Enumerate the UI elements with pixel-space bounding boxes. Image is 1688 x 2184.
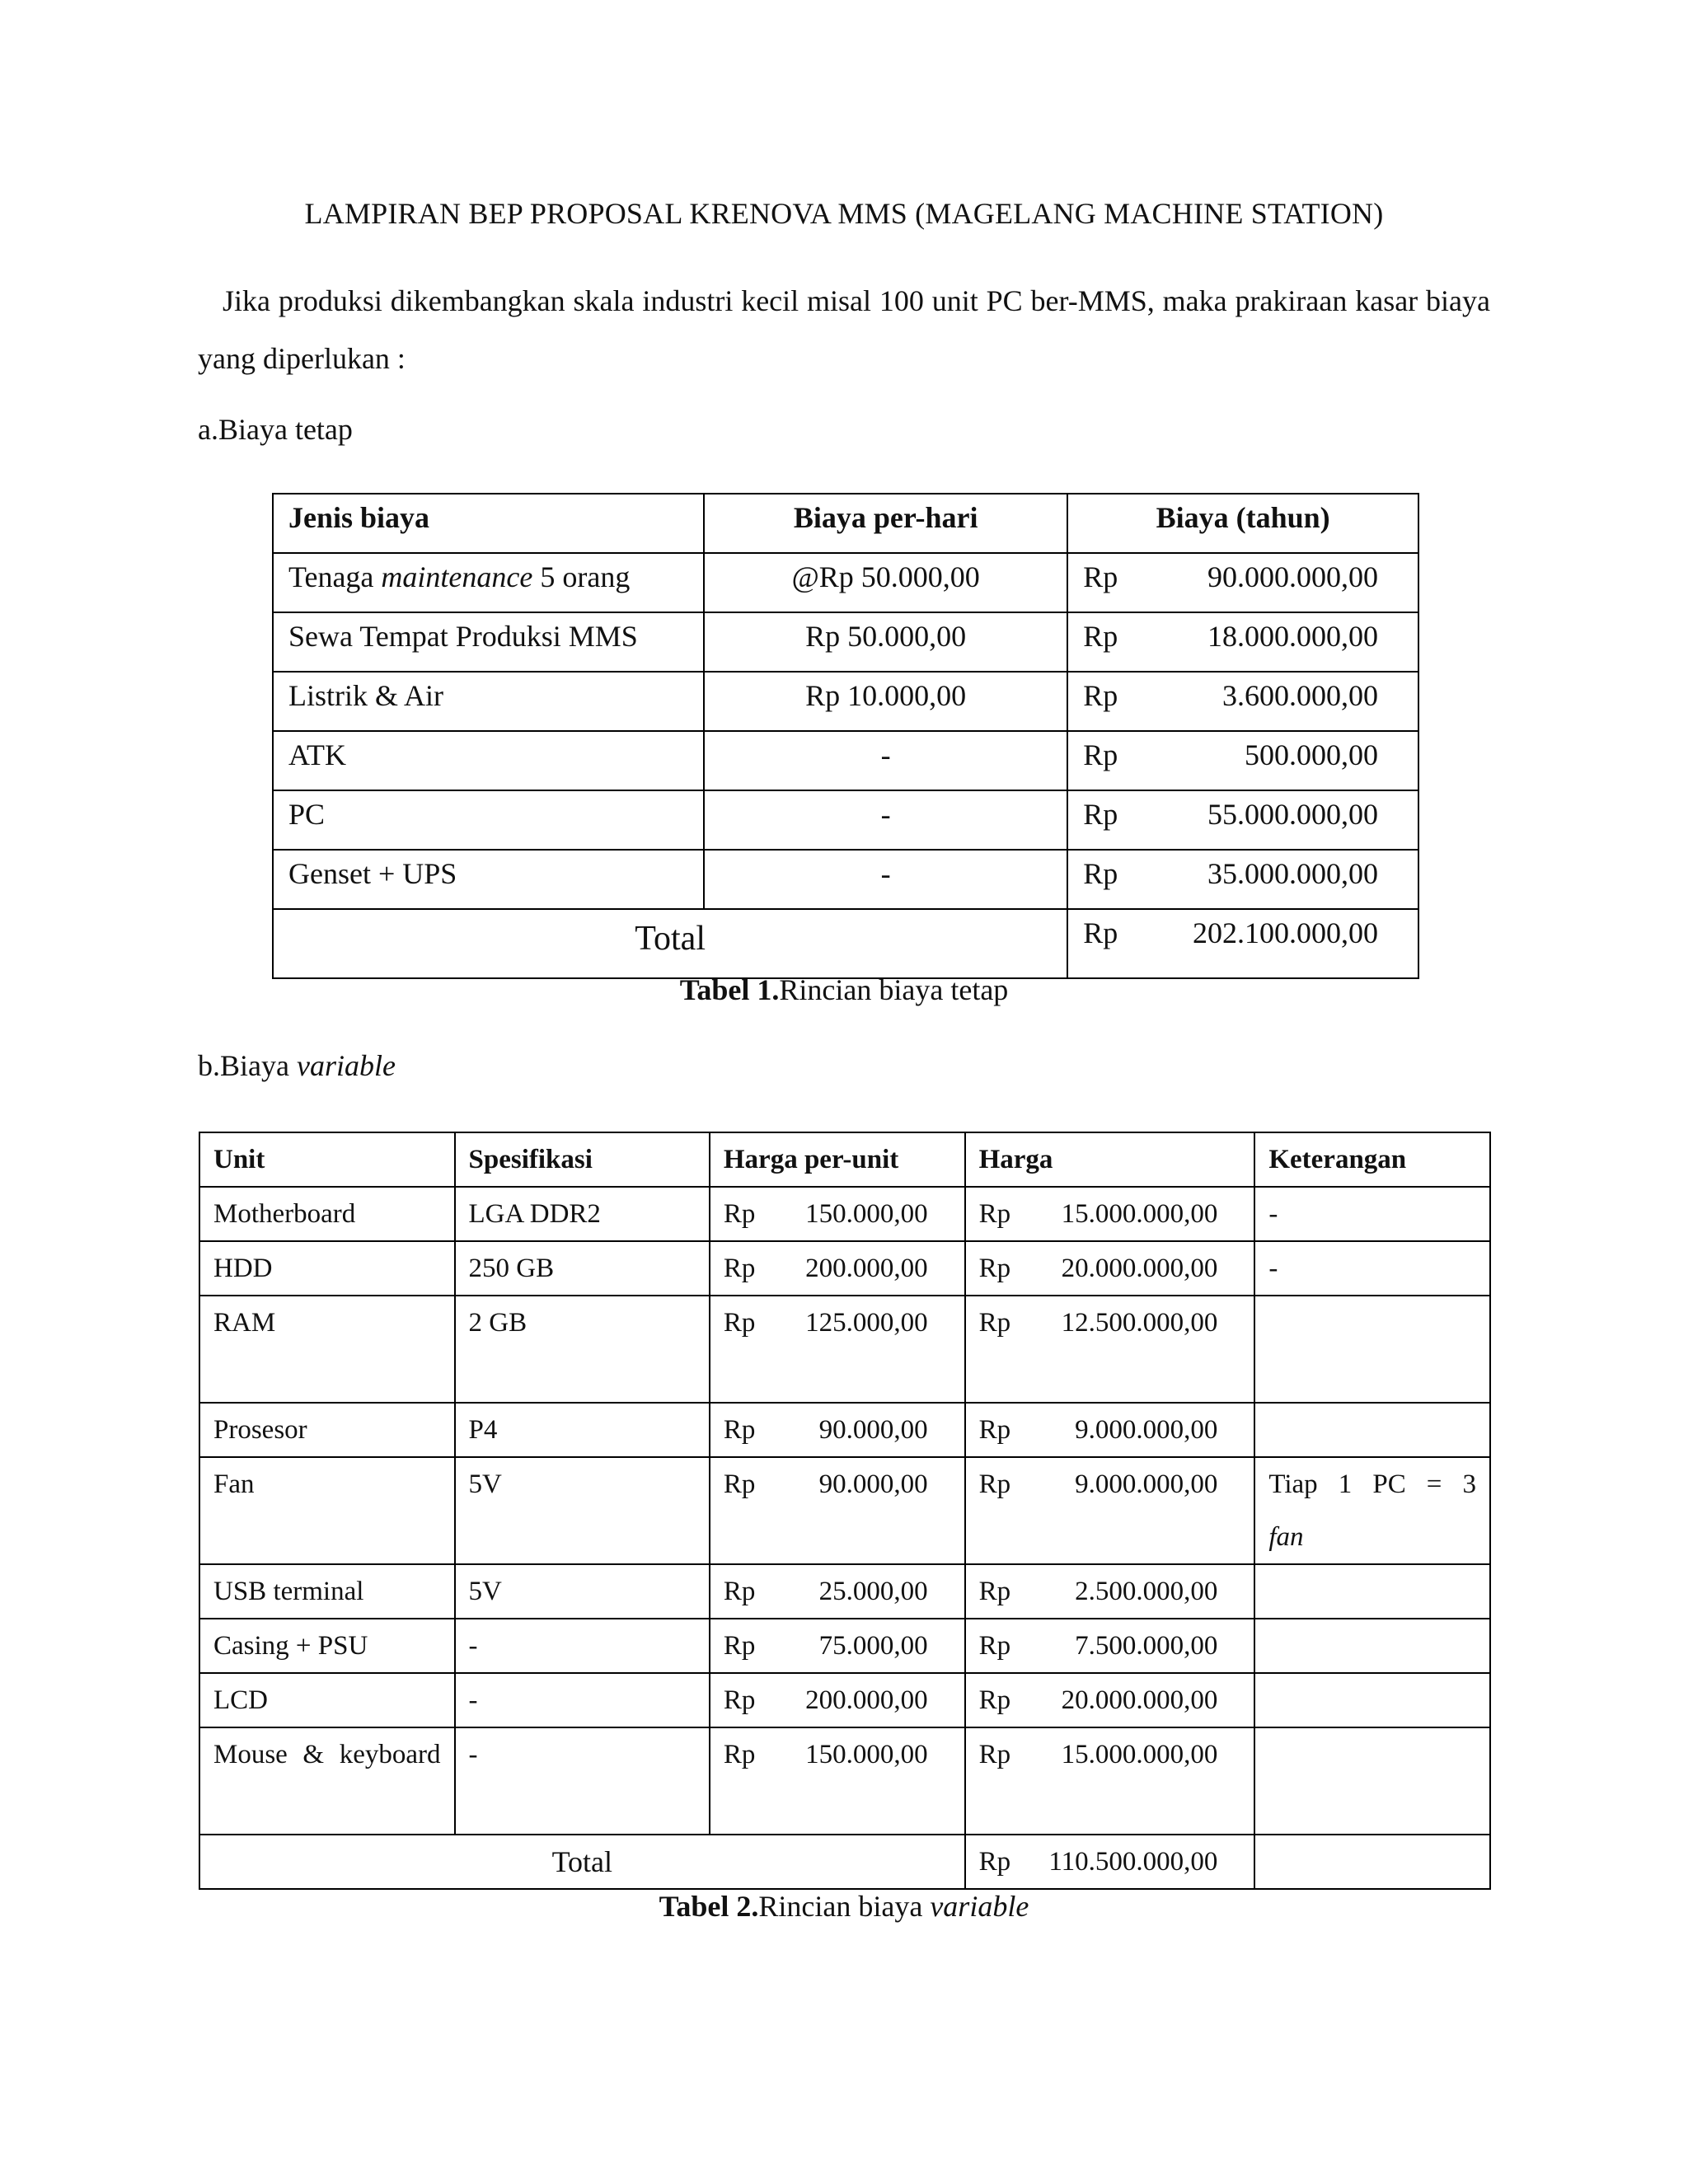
price-cell — [965, 1296, 1255, 1403]
price-value: 15.000.000,00 — [1061, 1199, 1218, 1229]
table-row — [199, 1187, 1490, 1241]
spec-cell: 250 GB — [455, 1241, 710, 1296]
unit-price-value: 150.000,00 — [805, 1199, 928, 1229]
unit-price-value: 90.000,00 — [818, 1469, 928, 1499]
table-header-row — [273, 494, 1418, 553]
spec-cell: 5V — [455, 1457, 710, 1564]
cost-type-text: Genset + UPS — [288, 857, 457, 890]
total-note-cell — [1254, 1835, 1490, 1889]
spec-cell: - — [455, 1673, 710, 1727]
currency-label: Rp — [978, 1308, 1011, 1338]
cost-type-cell — [273, 553, 704, 612]
currency-label: Rp — [978, 1847, 1011, 1877]
currency-label: Rp — [978, 1199, 1011, 1229]
currency-label: Rp — [723, 1308, 756, 1338]
section-b-text: b.Biaya — [198, 1049, 297, 1082]
table-row — [199, 1564, 1490, 1619]
daily-cost-cell: Rp 50.000,00 — [704, 612, 1067, 672]
currency-label: Rp — [1083, 738, 1118, 771]
unit-price-value: 75.000,00 — [818, 1631, 928, 1661]
note-cell — [1254, 1619, 1490, 1673]
price-cell — [965, 1673, 1255, 1727]
unit-price-value: 150.000,00 — [805, 1740, 928, 1769]
price-value: 2.500.000,00 — [1075, 1577, 1218, 1606]
unit-cell: USB terminal — [199, 1564, 455, 1619]
currency-label: Rp — [1083, 620, 1118, 653]
daily-cost-cell: Rp 10.000,00 — [704, 672, 1067, 731]
note-italic: fan — [1268, 1522, 1304, 1552]
variable-cost-table — [199, 1132, 1491, 1890]
header-note: Keterangan — [1254, 1132, 1490, 1187]
price-cell — [965, 1619, 1255, 1673]
cost-type-cell — [273, 612, 704, 672]
table-row — [199, 1727, 1490, 1835]
spec-cell: 5V — [455, 1564, 710, 1619]
currency-label: Rp — [723, 1199, 756, 1229]
daily-cost-cell: @Rp 50.000,00 — [704, 553, 1067, 612]
cost-type-text: ATK — [288, 738, 346, 771]
header-spec: Spesifikasi — [455, 1132, 710, 1187]
header-unit-price: Harga per-unit — [710, 1132, 965, 1187]
table-total-row — [273, 909, 1418, 978]
yearly-cost-cell — [1067, 731, 1418, 790]
note-text: - — [1268, 1199, 1278, 1229]
table-row — [273, 553, 1418, 612]
note-cell — [1254, 1564, 1490, 1619]
currency-label: Rp — [978, 1415, 1011, 1445]
price-value: 20.000.000,00 — [1061, 1254, 1218, 1283]
unit-price-value: 90.000,00 — [818, 1415, 928, 1445]
price-cell — [965, 1241, 1255, 1296]
header-price: Harga — [965, 1132, 1255, 1187]
header-unit: Unit — [199, 1132, 455, 1187]
unit-price-cell — [710, 1403, 965, 1457]
cost-type-cell — [273, 850, 704, 909]
caption-text: Rincian biaya — [758, 1890, 931, 1923]
table2-caption — [0, 1889, 1688, 1924]
currency-label: Rp — [1083, 560, 1118, 593]
table-header-row — [199, 1132, 1490, 1187]
currency-label: Rp — [978, 1631, 1011, 1661]
intro-paragraph: Jika produksi dikembangkan skala industri kecil misal 100 unit PC ber-MMS, maka prakiraan kasar biaya yang diperlukan : — [198, 284, 1490, 375]
cost-type-text: Tenaga — [288, 560, 382, 593]
daily-cost-cell: - — [704, 790, 1067, 850]
price-value: 12.500.000,00 — [1061, 1308, 1218, 1338]
unit-price-cell — [710, 1457, 965, 1564]
table-row — [273, 850, 1418, 909]
fixed-cost-table — [272, 493, 1419, 979]
note-cell — [1254, 1187, 1490, 1241]
note-cell — [1254, 1241, 1490, 1296]
currency-label: Rp — [723, 1631, 756, 1661]
note-cell — [1254, 1296, 1490, 1403]
total-value-cell — [965, 1835, 1255, 1889]
note-cell — [1254, 1457, 1490, 1564]
caption-text: Rincian biaya tetap — [779, 973, 1009, 1006]
cost-type-text: Sewa Tempat Produksi MMS — [288, 620, 638, 653]
daily-cost-cell: - — [704, 850, 1067, 909]
unit-cell: RAM — [199, 1296, 455, 1403]
cost-type-text: Listrik & Air — [288, 679, 443, 712]
yearly-cost-value: 90.000.000,00 — [1207, 560, 1378, 593]
table-total-row — [199, 1835, 1490, 1889]
cost-type-text: PC — [288, 798, 326, 831]
price-value: 7.500.000,00 — [1075, 1631, 1218, 1661]
unit-cell: Motherboard — [199, 1187, 455, 1241]
yearly-cost-value: 500.000,00 — [1245, 738, 1378, 771]
price-value: 9.000.000,00 — [1075, 1469, 1218, 1499]
table-row — [273, 612, 1418, 672]
price-value: 9.000.000,00 — [1075, 1415, 1218, 1445]
cost-type-cell — [273, 672, 704, 731]
yearly-cost-cell — [1067, 672, 1418, 731]
table-row — [199, 1403, 1490, 1457]
currency-label: Rp — [723, 1685, 756, 1715]
total-value-cell — [1067, 909, 1418, 978]
total-value: 202.100.000,00 — [1193, 916, 1378, 949]
unit-cell: LCD — [199, 1673, 455, 1727]
section-a-heading: a.Biaya tetap — [198, 413, 353, 446]
currency-label: Rp — [723, 1740, 756, 1769]
currency-label: Rp — [723, 1254, 756, 1283]
unit-price-cell — [710, 1564, 965, 1619]
unit-price-cell — [710, 1673, 965, 1727]
yearly-cost-cell — [1067, 553, 1418, 612]
header-yearly-cost: Biaya (tahun) — [1067, 494, 1418, 553]
yearly-cost-cell — [1067, 790, 1418, 850]
currency-label: Rp — [723, 1415, 756, 1445]
unit-price-cell — [710, 1241, 965, 1296]
total-value: 110.500.000,00 — [1048, 1847, 1218, 1877]
spec-cell: - — [455, 1619, 710, 1673]
header-daily-cost: Biaya per-hari — [704, 494, 1067, 553]
unit-cell: Casing + PSU — [199, 1619, 455, 1673]
currency-label: Rp — [723, 1577, 756, 1606]
yearly-cost-cell — [1067, 850, 1418, 909]
document-title: LAMPIRAN BEP PROPOSAL KRENOVA MMS (MAGELANG MACHINE STATION) — [304, 197, 1384, 230]
unit-price-value: 125.000,00 — [805, 1308, 928, 1338]
price-cell — [965, 1403, 1255, 1457]
cost-type-cell — [273, 731, 704, 790]
yearly-cost-value: 18.000.000,00 — [1207, 620, 1378, 653]
table-row — [199, 1619, 1490, 1673]
note-cell — [1254, 1727, 1490, 1835]
unit-text: Mouse & keyboard — [213, 1740, 441, 1769]
currency-label: Rp — [1083, 798, 1118, 831]
currency-label: Rp — [1083, 679, 1118, 712]
unit-price-cell — [710, 1619, 965, 1673]
table-row — [273, 731, 1418, 790]
spec-cell: 2 GB — [455, 1296, 710, 1403]
table-row — [199, 1673, 1490, 1727]
price-cell — [965, 1187, 1255, 1241]
unit-price-value: 200.000,00 — [805, 1685, 928, 1715]
note-cell — [1254, 1673, 1490, 1727]
table-row — [199, 1296, 1490, 1403]
price-cell — [965, 1564, 1255, 1619]
header-cost-type: Jenis biaya — [273, 494, 704, 553]
table-row — [273, 790, 1418, 850]
cost-type-cell — [273, 790, 704, 850]
table1-caption — [0, 972, 1688, 1007]
yearly-cost-value: 55.000.000,00 — [1207, 798, 1378, 831]
currency-label: Rp — [978, 1685, 1011, 1715]
unit-price-cell — [710, 1727, 965, 1835]
currency-label: Rp — [978, 1254, 1011, 1283]
table-row — [199, 1457, 1490, 1564]
note-text: Tiap 1 PC = 3 — [1268, 1469, 1476, 1499]
unit-price-cell — [710, 1296, 965, 1403]
price-cell — [965, 1727, 1255, 1835]
spec-cell: P4 — [455, 1403, 710, 1457]
cost-type-suffix: 5 orang — [532, 560, 631, 593]
spec-cell: - — [455, 1727, 710, 1835]
unit-cell: Fan — [199, 1457, 455, 1564]
caption-italic: variable — [930, 1890, 1029, 1923]
unit-cell: Prosesor — [199, 1403, 455, 1457]
currency-label: Rp — [978, 1469, 1011, 1499]
note-cell — [1254, 1403, 1490, 1457]
currency-label: Rp — [978, 1577, 1011, 1606]
currency-label: Rp — [978, 1740, 1011, 1769]
total-label: Total — [199, 1835, 965, 1889]
unit-price-value: 200.000,00 — [805, 1254, 928, 1283]
currency-label: Rp — [1083, 916, 1118, 949]
total-label: Total — [273, 909, 1067, 978]
yearly-cost-value: 35.000.000,00 — [1207, 857, 1378, 890]
currency-label: Rp — [723, 1469, 756, 1499]
caption-label: Tabel 2. — [659, 1890, 759, 1923]
section-b-heading — [198, 1048, 396, 1083]
section-b-italic: variable — [296, 1049, 396, 1082]
table-row — [199, 1241, 1490, 1296]
unit-cell: HDD — [199, 1241, 455, 1296]
price-cell — [965, 1457, 1255, 1564]
cost-type-italic: maintenance — [381, 560, 533, 593]
unit-price-value: 25.000,00 — [818, 1577, 928, 1606]
currency-label: Rp — [1083, 857, 1118, 890]
caption-label: Tabel 1. — [679, 973, 780, 1006]
table-row — [273, 672, 1418, 731]
unit-cell — [199, 1727, 455, 1835]
price-value: 15.000.000,00 — [1061, 1740, 1218, 1769]
note-text: - — [1268, 1254, 1278, 1283]
yearly-cost-cell — [1067, 612, 1418, 672]
price-value: 20.000.000,00 — [1061, 1685, 1218, 1715]
unit-price-cell — [710, 1187, 965, 1241]
daily-cost-cell: - — [704, 731, 1067, 790]
spec-cell: LGA DDR2 — [455, 1187, 710, 1241]
yearly-cost-value: 3.600.000,00 — [1222, 679, 1378, 712]
